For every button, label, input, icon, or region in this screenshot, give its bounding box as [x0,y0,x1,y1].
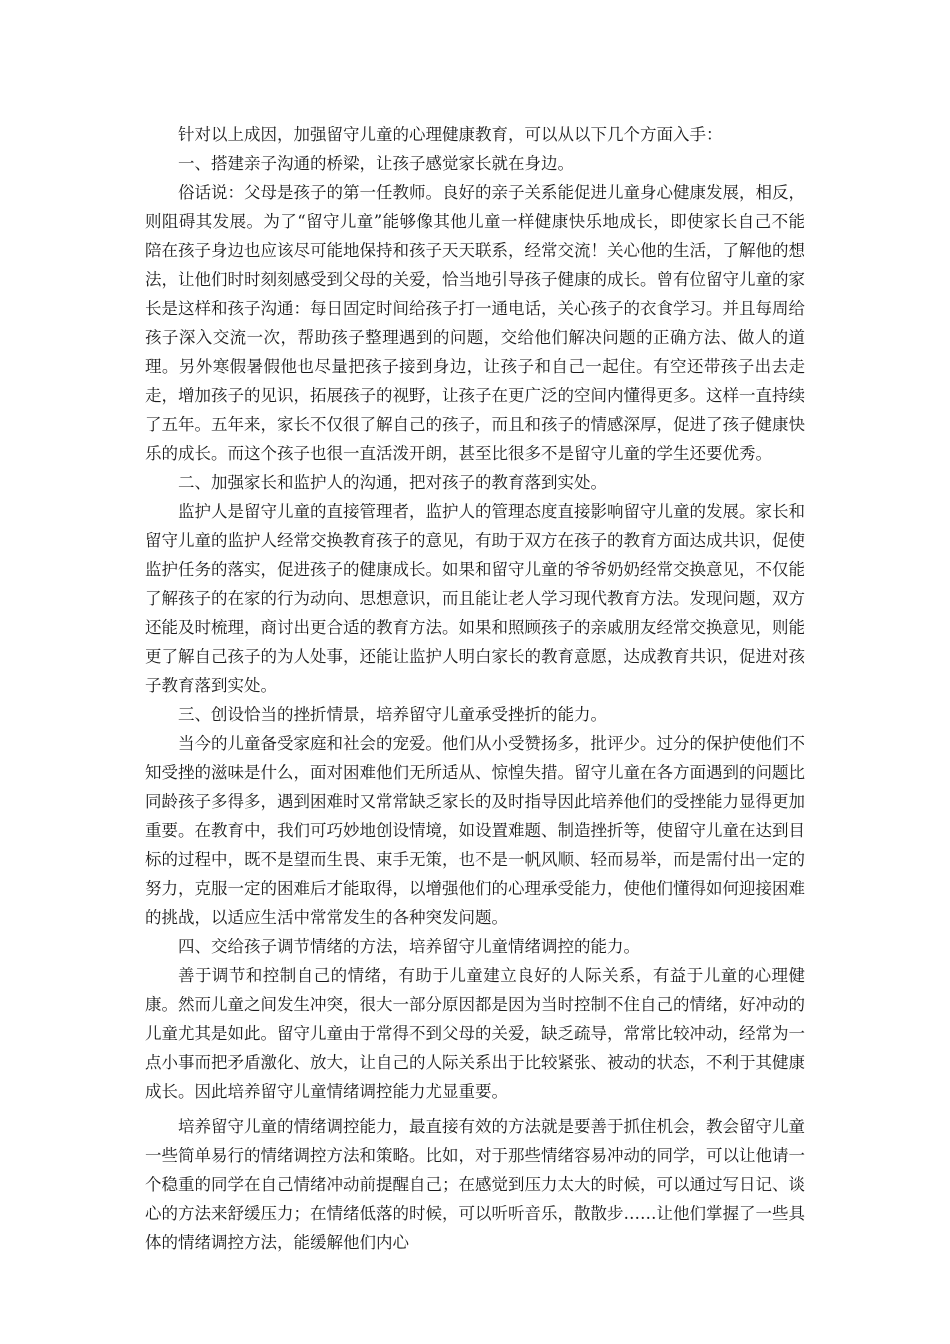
body-paragraph-2: 监护人是留守儿童的直接管理者，监护人的管理态度直接影响留守儿童的发展。家长和留守儿童的监护人经常交换教育孩子的意见，有助于双方在孩子的教育方面达成共识，促使监护任务的落实，促进孩子的健康成长。如果和留守儿童的爷爷奶奶经常交换意见，不仅能了解孩子的在家的行为动向、思想意识，而且能让老人学习现代教育方法。发现问题，双方还能及时梳理，商讨出更合适的教育方法。如果和照顾孩子的亲戚朋友经常交换意见，则能更了解自己孩子的为人处事，还能让监护人明白家长的教育意愿，达成教育共识，促进对孩子教育落到实处。 [145,502,805,695]
section-heading-2: 二、加强家长和监护人的沟通，把对孩子的教育落到实处。 [178,473,607,492]
body-paragraph-1: 俗话说：父母是孩子的第一任教师。良好的亲子关系能促进儿童身心健康发展，相反，则阻碍其发展。为了“留守儿童”能够像其他儿童一样健康快乐地成长，即使家长自己不能陪在孩子身边也应该尽可能地保持和孩子天天联系，经常交流！关心他的生活，了解他的想法，让他们时时刻刻感受到父母的关爱，恰当地引导孩子健康的成长。曾有位留守儿童的家长是这样和孩子沟通：每日固定时间给孩子打一通电话，关心孩子的衣食学习。并且每周给孩子深入交流一次，帮助孩子整理遇到的问题，交给他们解决问题的正确方法、做人的道理。另外寒假暑假他也尽量把孩子接到身边，让孩子和自己一起住。有空还带孩子出去走走，增加孩子的见识，拓展孩子的视野，让孩子在更广泛的空间内懂得更多。这样一直持续了五年。五年来，家长不仅很了解自己的孩子，而且和孩子的情感深厚，促进了孩子健康快乐的成长。而这个孩子也很一直活泼开朗，甚至比很多不是留守儿童的学生还要优秀。 [145,183,805,463]
body-paragraph-4: 善于调节和控制自己的情绪，有助于儿童建立良好的人际关系，有益于儿童的心理健康。然而儿童之间发生冲突，很大一部分原因都是因为当时控制不住自己的情绪，好冲动的儿童尤其是如此。留守儿童由于常得不到父母的关爱，缺乏疏导，常常比较冲动，经常为一点小事而把矛盾激化、放大，让自己的人际关系出于比较紧张、被动的状态，不利于其健康成长。因此培养留守儿童情绪调控能力尤显重要。 [145,966,805,1101]
section-heading-4: 四、交给孩子调节情绪的方法，培养留守儿童情绪调控的能力。 [178,937,640,956]
section-heading-3: 三、创设恰当的挫折情景，培养留守儿童承受挫折的能力。 [178,705,607,724]
intro-paragraph: 针对以上成因，加强留守儿童的心理健康教育，可以从以下几个方面入手： [178,125,723,144]
body-paragraph-5: 培养留守儿童的情绪调控能力，最直接有效的方法就是要善于抓住机会，教会留守儿童一些简单易行的情绪调控方法和策略。比如，对于那些情绪容易冲动的同学，可以让他请一个稳重的同学在自己情绪冲动前提醒自己；在感觉到压力太大的时候，可以通过写日记、谈心的方法来舒缓压力；在情绪低落的时候，可以听听音乐，散散步……让他们掌握了一些具体的情绪调控方法，能缓解他们内心 [145,1117,805,1252]
document-body [145,120,805,1257]
section-heading-1: 一、搭建亲子沟通的桥梁，让孩子感觉家长就在身边。 [178,154,574,173]
body-paragraph-3: 当今的儿童备受家庭和社会的宠爱。他们从小受赞扬多，批评少。过分的保护使他们不知受挫的滋味是什么，面对困难他们无所适从、惊惶失措。留守儿童在各方面遇到的问题比同龄孩子多得多，遇到困难时又常常缺乏家长的及时指导因此培养他们的受挫能力显得更加重要。在教育中，我们可巧妙地创设情境，如设置难题、制造挫折等，使留守儿童在达到目标的过程中，既不是望而生畏、束手无策，也不是一帆风顺、轻而易举，而是需付出一定的努力，克服一定的困难后才能取得，以增强他们的心理承受能力，使他们懂得如何迎接困难的挑战，以适应生活中常常发生的各种突发问题。 [145,734,805,927]
